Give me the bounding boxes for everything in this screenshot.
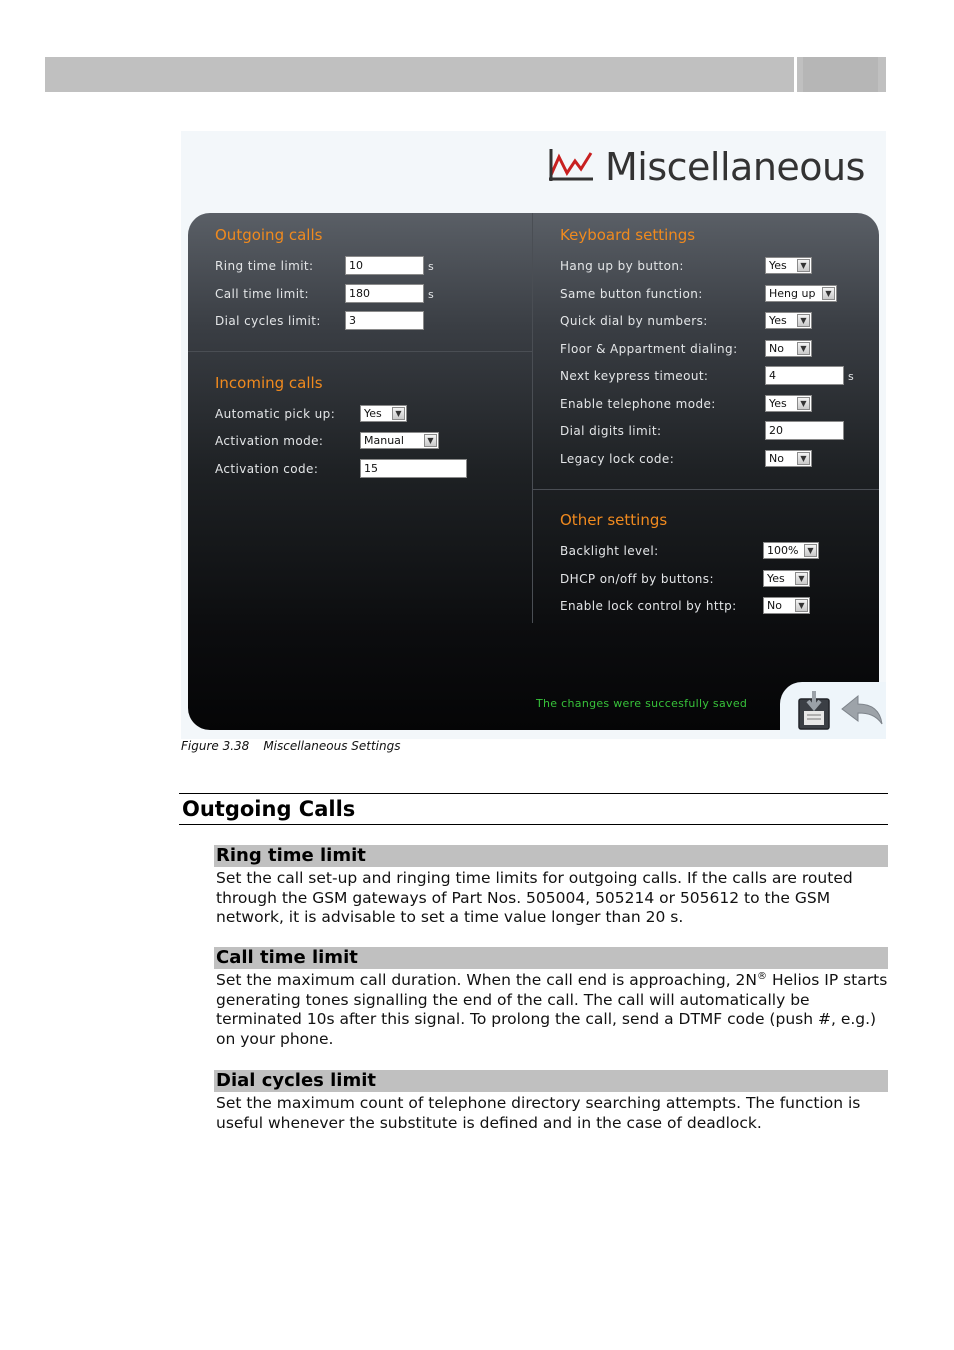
back-arrow-icon[interactable]: [840, 693, 884, 727]
call-time-label: Call time limit:: [215, 287, 309, 301]
backlight-label: Backlight level:: [560, 544, 659, 558]
settings-screenshot: [181, 131, 886, 739]
automatic-pickup-select[interactable]: [360, 405, 407, 422]
floor-dialing-value: No: [769, 342, 784, 355]
outgoing-calls-title: Outgoing calls: [215, 226, 323, 244]
figure-caption-text: Miscellaneous Settings: [263, 739, 401, 753]
dial-digits-label: Dial digits limit:: [560, 424, 662, 438]
floor-dialing-label: Floor & Appartment dialing:: [560, 342, 738, 356]
page-header-bar: [45, 57, 886, 92]
quick-dial-select[interactable]: [765, 312, 812, 329]
other-settings-title: Other settings: [560, 511, 668, 529]
call-time-text-end: Helios IP starts generating tones signalling the end of the call. The call will automatically be terminated 10s after this signal. To prolong the call, send a DTMF code (push #, e.g.) on your phone.: [216, 971, 888, 1048]
chevron-down-icon[interactable]: ▼: [822, 287, 835, 300]
dial-digits-input[interactable]: 20: [765, 421, 844, 440]
chevron-down-icon[interactable]: ▼: [797, 452, 810, 465]
activation-mode-label: Activation mode:: [215, 434, 324, 448]
hangup-label: Hang up by button:: [560, 259, 684, 273]
call-time-paragraph: [216, 971, 888, 1049]
lock-control-label: Enable lock control by http:: [560, 599, 737, 613]
registered-mark: ®: [757, 971, 768, 982]
floor-dialing-select[interactable]: [765, 340, 812, 357]
automatic-pickup-label: Automatic pick up:: [215, 407, 336, 421]
hangup-select[interactable]: [765, 257, 812, 274]
ring-time-input[interactable]: 10: [345, 256, 424, 275]
keypress-timeout-unit: s: [848, 370, 854, 383]
activation-code-input[interactable]: 15: [360, 459, 467, 478]
figure-caption: [181, 739, 400, 753]
backlight-select[interactable]: [763, 542, 819, 559]
telephone-mode-value: Yes: [769, 397, 787, 410]
quick-dial-label: Quick dial by numbers:: [560, 314, 708, 328]
quick-dial-value: Yes: [769, 314, 787, 327]
telephone-mode-select[interactable]: [765, 395, 812, 412]
chevron-down-icon[interactable]: ▼: [795, 599, 808, 612]
keypress-timeout-label: Next keypress timeout:: [560, 369, 709, 383]
page-header-tab: [803, 57, 878, 92]
save-status-message: The changes were succesfully saved: [536, 697, 748, 710]
call-time-input[interactable]: 180: [345, 284, 424, 303]
ring-time-label: Ring time limit:: [215, 259, 314, 273]
backlight-value: 100%: [767, 544, 799, 557]
ring-time-paragraph: Set the call set-up and ringing time limits for outgoing calls. If the calls are routed through the GSM gateways of Part Nos. 505004, 505214 or 505612 to the GSM network, it is advisable to set a time value longer than 20 s.: [216, 869, 853, 927]
section-divider-left: [188, 351, 532, 352]
dhcp-select[interactable]: [763, 570, 810, 587]
dhcp-value: Yes: [767, 572, 785, 585]
ring-time-unit: s: [428, 260, 434, 273]
activation-code-label: Activation code:: [215, 462, 319, 476]
chevron-down-icon[interactable]: ▼: [424, 434, 437, 447]
chart-logo-icon: [547, 145, 595, 185]
dial-cycles-heading: Dial cycles limit: [214, 1070, 888, 1092]
lock-control-select[interactable]: [763, 597, 810, 614]
save-icon[interactable]: [796, 689, 832, 731]
same-button-value: Heng up: [769, 287, 816, 300]
section-divider-right: [533, 489, 879, 490]
keyboard-settings-title: Keyboard settings: [560, 226, 696, 244]
telephone-mode-label: Enable telephone mode:: [560, 397, 716, 411]
screenshot-title: Miscellaneous: [605, 145, 865, 189]
column-divider: [532, 213, 533, 623]
automatic-pickup-value: Yes: [364, 407, 382, 420]
legacy-lock-label: Legacy lock code:: [560, 452, 675, 466]
chevron-down-icon[interactable]: ▼: [797, 314, 810, 327]
settings-panel: [188, 213, 879, 730]
activation-mode-select[interactable]: [360, 432, 439, 449]
chevron-down-icon[interactable]: ▼: [797, 397, 810, 410]
chevron-down-icon[interactable]: ▼: [797, 342, 810, 355]
ring-time-heading: Ring time limit: [214, 845, 888, 867]
legacy-lock-select[interactable]: [765, 450, 812, 467]
chevron-down-icon[interactable]: ▼: [804, 544, 817, 557]
dial-cycles-input[interactable]: 3: [345, 311, 424, 330]
chevron-down-icon[interactable]: ▼: [392, 407, 405, 420]
activation-mode-value: Manual: [364, 434, 404, 447]
call-time-unit: s: [428, 288, 434, 301]
chevron-down-icon[interactable]: ▼: [795, 572, 808, 585]
hangup-value: Yes: [769, 259, 787, 272]
same-button-select[interactable]: [765, 285, 837, 302]
incoming-calls-title: Incoming calls: [215, 374, 323, 392]
dial-cycles-label: Dial cycles limit:: [215, 314, 321, 328]
lock-control-value: No: [767, 599, 782, 612]
call-time-heading: Call time limit: [214, 947, 888, 969]
legacy-lock-value: No: [769, 452, 784, 465]
same-button-label: Same button function:: [560, 287, 703, 301]
page-header-separator: [794, 57, 797, 92]
dhcp-label: DHCP on/off by buttons:: [560, 572, 714, 586]
figure-number: Figure 3.38: [181, 739, 250, 753]
keypress-timeout-input[interactable]: 4: [765, 366, 844, 385]
call-time-text-start: Set the maximum call duration. When the call end is approaching, 2N: [216, 971, 758, 989]
section-heading: Outgoing Calls: [179, 793, 888, 825]
dial-cycles-paragraph: Set the maximum count of telephone directory searching attempts. The function is useful whenever the substitute is defined and in the case of deadlock.: [216, 1094, 861, 1132]
chevron-down-icon[interactable]: ▼: [797, 259, 810, 272]
